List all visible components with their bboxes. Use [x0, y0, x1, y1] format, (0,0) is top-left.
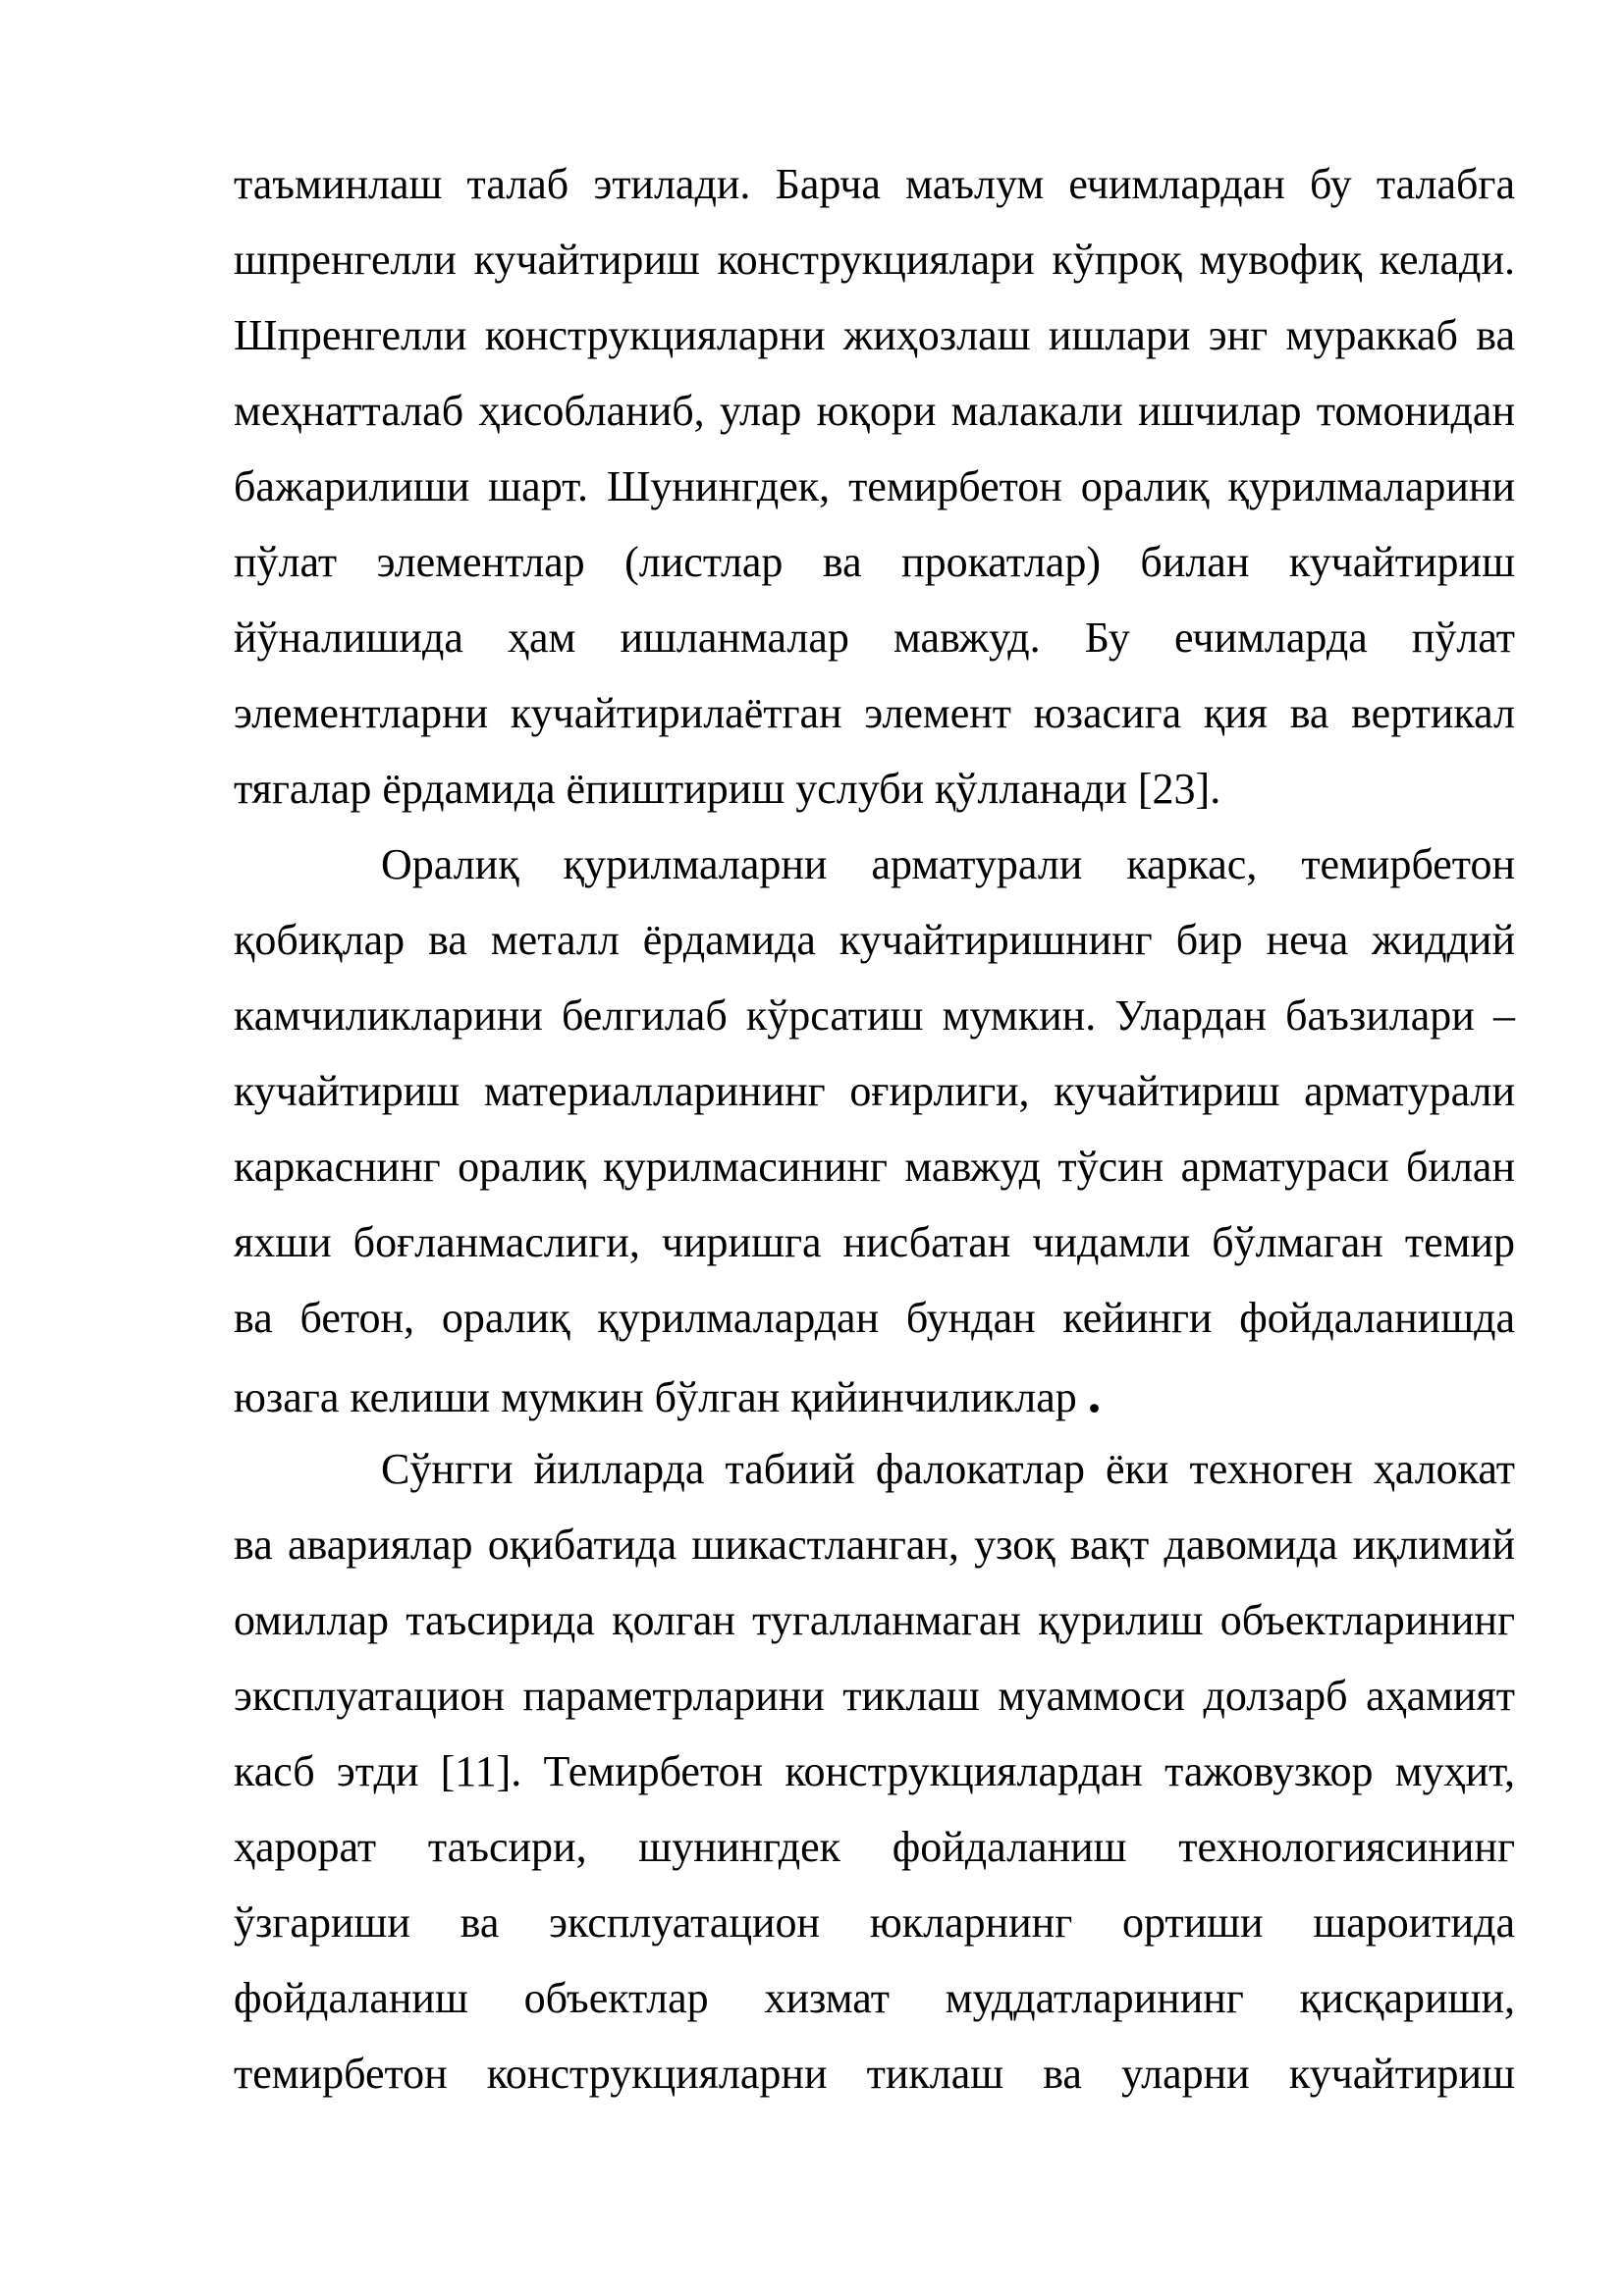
text-line: [234, 1364, 1515, 1423]
text-line: яхши боғланмаслиги, чиришга нисбатан чидамли бўлмаган темир: [234, 1218, 1515, 1266]
text-line: касб этди [11]. Темирбетон конструкциялардан тажовузкор муҳит,: [234, 1747, 1515, 1795]
text-line: ва бетон, оралиқ қурилмалардан бундан кейинги фойдаланишда: [234, 1294, 1515, 1342]
text-line: меҳнатталаб ҳисобланиб, улар юқори малакали ишчилар томонидан: [234, 387, 1515, 435]
text-line: эксплуатацион параметрларини тиклаш муаммоси долзарб аҳамият: [234, 1672, 1515, 1720]
sentence-end-mark: .: [1087, 1364, 1102, 1423]
text-line: темирбетон конструкцияларни тиклаш ва уларни кучайтириш: [234, 2050, 1515, 2098]
text-line: ҳарорат таъсири, шунингдек фойдаланиш технологиясининг: [234, 1823, 1515, 1871]
text-line-content: юзага келиши мумкин бўлган қийинчиликлар: [234, 1373, 1077, 1421]
text-line: камчиликларини белгилаб кўрсатиш мумкин. Улардан баъзилари –: [234, 991, 1515, 1040]
text-line: тягалар ёрдамида ёпиштириш услуби қўлланади [23].: [234, 765, 1221, 813]
text-line: ва авариялар оқибатида шикастланган, узоқ вақт давомида иқлимий: [234, 1521, 1515, 1569]
text-line: пўлат элементлар (листлар ва прокатлар) билан кучайтириш: [234, 538, 1515, 586]
text-line: шпренгелли кучайтириш конструкциялари кўпроқ мувофиқ келади.: [234, 236, 1515, 284]
text-line: каркаснинг оралиқ қурилмасининг мавжуд тўсин арматураси билан: [234, 1143, 1515, 1191]
text-line: элементларни кучайтирилаётган элемент юзасига қия ва вертикал: [234, 689, 1515, 737]
text-line: Сўнгги йилларда табиий фалокатлар ёки техноген ҳалокат: [381, 1445, 1515, 1493]
text-line: бажарилиши шарт. Шунингдек, темирбетон оралиқ қурилмаларини: [234, 462, 1515, 510]
text-line: таъминлаш талаб этилади. Барча маълум ечимлардан бу талабга: [234, 160, 1515, 208]
text-line: йўналишида ҳам ишланмалар мавжуд. Бу ечимларда пўлат: [234, 614, 1515, 662]
text-line: фойдаланиш объектлар хизмат муддатларининг қисқариши,: [234, 1974, 1515, 2022]
text-line: қобиқлар ва металл ёрдамида кучайтиришнинг бир неча жиддий: [234, 916, 1515, 964]
text-line: омиллар таъсирида қолган тугалланмаган қурилиш объектларининг: [234, 1596, 1515, 1644]
text-line: ўзгариши ва эксплуатацион юкларнинг ортиши шароитида: [234, 1898, 1515, 1947]
text-line: Шпренгелли конструкцияларни жиҳозлаш ишлари энг мураккаб ва: [234, 311, 1515, 359]
text-line: Оралиқ қурилмаларни арматурали каркас, темирбетон: [381, 840, 1515, 888]
text-line: кучайтириш материалларининг оғирлиги, кучайтириш арматурали: [234, 1067, 1515, 1115]
